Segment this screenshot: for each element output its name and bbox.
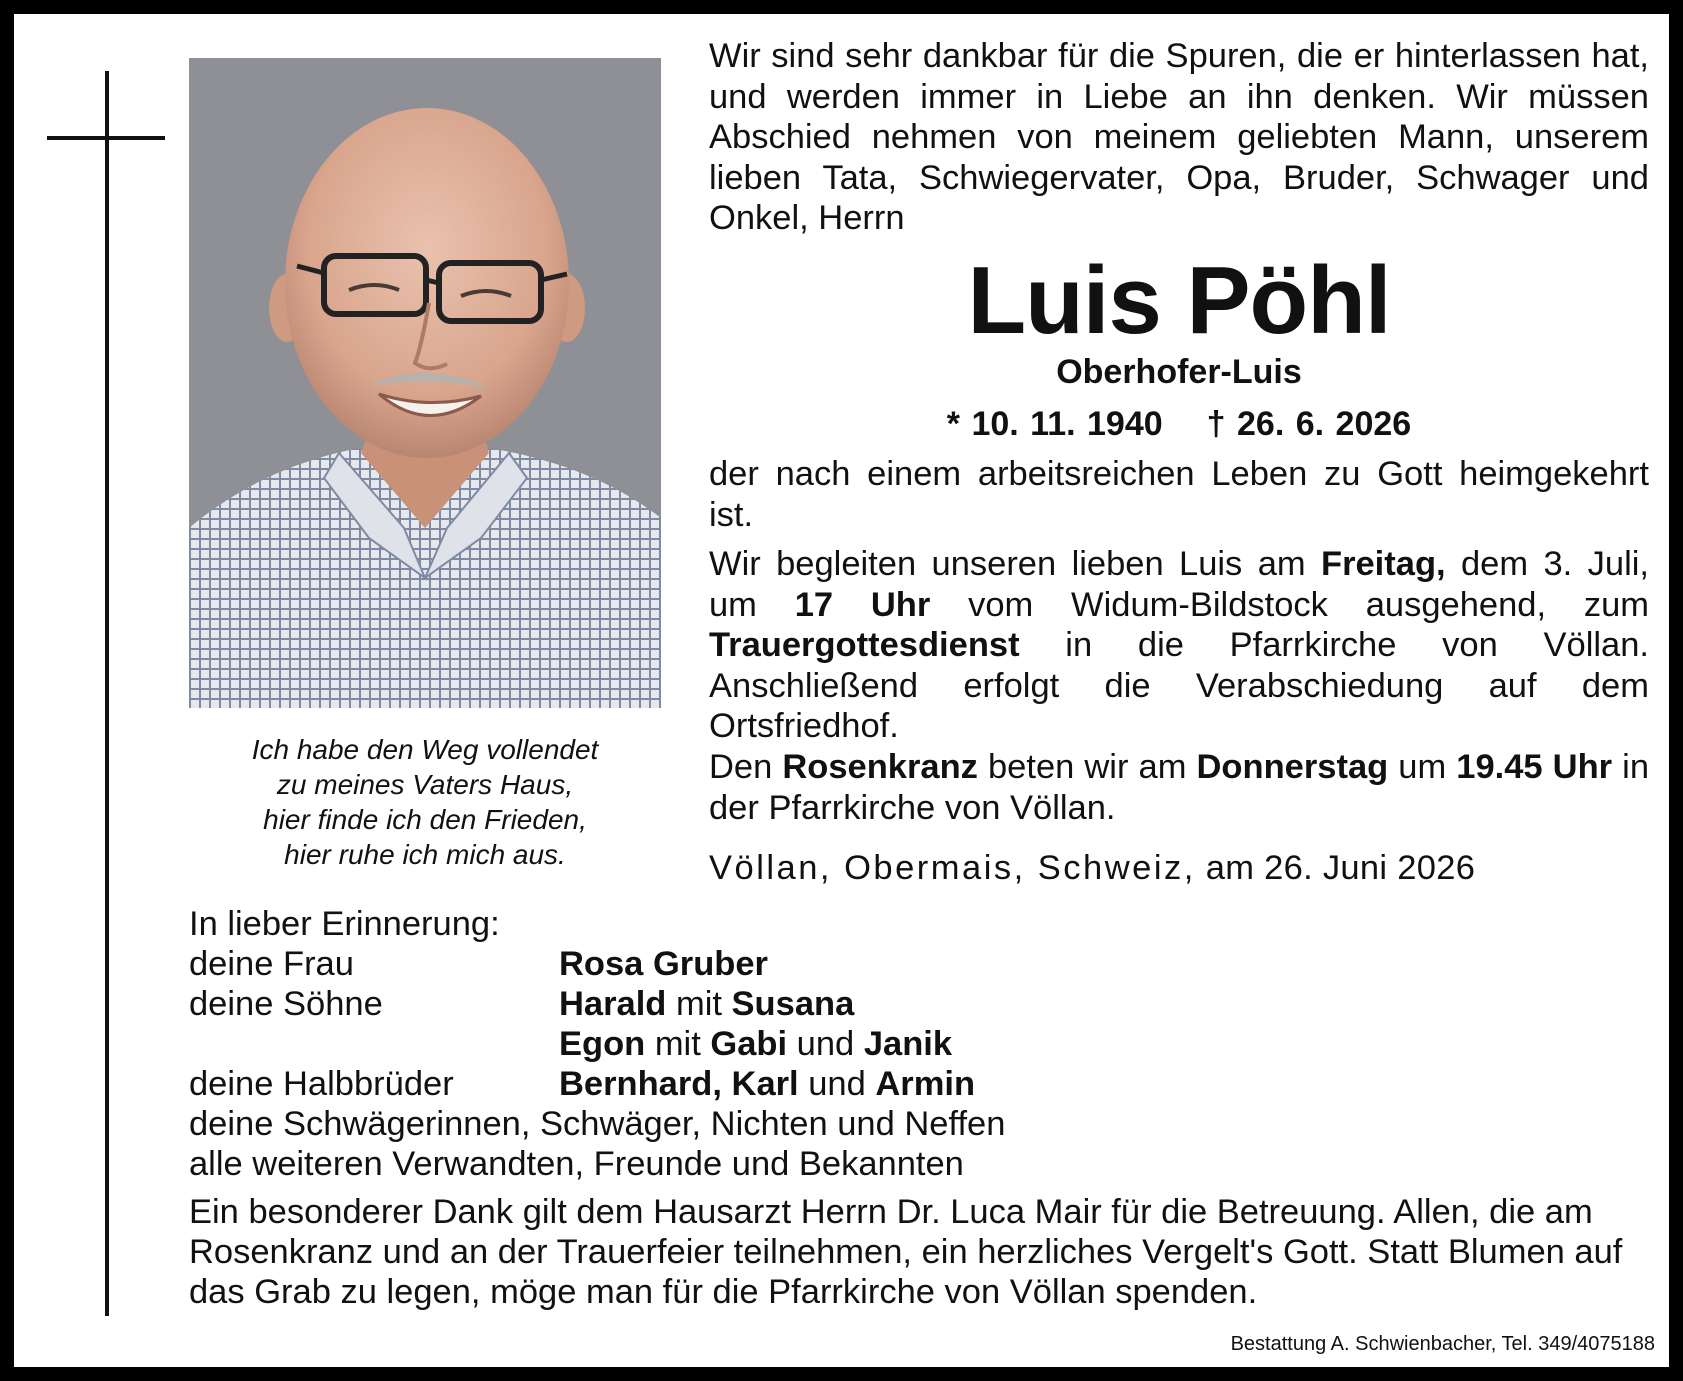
relation-label: deine Frau (189, 945, 354, 983)
obituary-notice (14, 14, 1669, 1367)
family-others: alle weiteren Verwandten, Freunde und Bekannten (189, 1145, 964, 1183)
rosary-label: Rosenkranz (782, 748, 978, 786)
funeral-service: Trauergottesdienst (709, 626, 1020, 664)
poem-line: hier finde ich den Frieden, (263, 804, 587, 835)
portrait-photo (189, 58, 661, 708)
relation-label: deine Halbbrüder (189, 1065, 454, 1103)
rosary-text (709, 747, 1649, 828)
funeral-text (709, 544, 1649, 747)
poem (189, 732, 661, 872)
life-dates (709, 404, 1649, 444)
deceased-nickname: Oberhofer-Luis (1056, 353, 1302, 391)
family-inlaws: deine Schwägerinnen, Schwäger, Nichten und Neffen (189, 1105, 1006, 1143)
rosary-time: 19.45 Uhr (1456, 748, 1613, 786)
member-name: Janik (863, 1025, 953, 1063)
member-name: Susana (731, 985, 855, 1023)
member-name: Bernhard, Karl (559, 1065, 799, 1103)
text-segment: Wir begleiten unseren lieben Luis am (709, 545, 1321, 583)
family-members (559, 1064, 975, 1104)
rosary-day: Donnerstag (1196, 748, 1389, 786)
poem-line: Ich habe den Weg vollendet (251, 734, 599, 765)
family-list (189, 944, 1005, 1184)
intro-text: Wir sind sehr dankbar für die Spuren, die er hinterlassen hat, und werden immer in Liebe an ihn denken. Wir müssen Abschied nehmen von meinem geliebten Mann, unserem lieben Tata, Schwiegervater, Opa, Bruder, Schwager und Onkel, Herrn (709, 37, 1649, 237)
text-segment: Den (709, 748, 783, 786)
member-name: Rosa Gruber (559, 945, 768, 983)
family-row (189, 1064, 1005, 1104)
birth-date: * 10. 11. 1940 (946, 405, 1163, 443)
text-segment: mit (645, 1025, 711, 1063)
text-segment: dem 3. Juli, um (709, 545, 1649, 624)
place-date (709, 848, 1649, 889)
poem-line: hier ruhe ich mich aus. (284, 839, 566, 870)
text-segment: und (787, 1025, 864, 1063)
member-name: Harald (559, 985, 667, 1023)
family-members (559, 1024, 952, 1064)
memory-label: In lieber Erinnerung: (189, 905, 500, 943)
notice-date: am 26. Juni 2026 (1195, 849, 1476, 887)
text-segment: um (1388, 748, 1457, 786)
places: Völlan, Obermais, Schweiz, (709, 849, 1196, 887)
cross-icon-vertical (105, 71, 109, 1316)
after-text: der nach einem arbeitsreichen Leben zu Gott heimgekehrt ist. (709, 455, 1649, 534)
deceased-name: Luis Pöhl (967, 247, 1391, 354)
funeral-day: Freitag, (1321, 545, 1446, 583)
death-date: † 26. 6. 2026 (1206, 405, 1412, 443)
member-name: Armin (875, 1065, 976, 1103)
family-members (559, 984, 854, 1024)
undertaker-info: Bestattung A. Schwienbacher, Tel. 349/4075188 (1230, 1333, 1655, 1355)
text-segment: beten wir am (977, 748, 1197, 786)
funeral-time: 17 Uhr (794, 585, 931, 624)
poem-line: zu meines Vaters Haus, (276, 769, 574, 800)
family-row (189, 984, 1005, 1024)
text-segment: mit (666, 985, 732, 1023)
text-segment: in der Pfarrkirche von Völlan. (709, 748, 1650, 827)
relation-label (189, 1024, 559, 1064)
family-row (189, 1024, 1005, 1064)
thanks-text: Ein besonderer Dank gilt dem Hausarzt Herrn Dr. Luca Mair für die Betreuung. Allen, die am Rosenkranz und an der Trauerfeier teilnehmen, ein herzliches Vergelt's Gott. Statt Blumen auf das Grab zu legen, möge man für die Pfarrkirche von Völlan spenden. (189, 1193, 1623, 1311)
relation-label: deine Söhne (189, 985, 383, 1023)
member-name: Gabi (710, 1025, 788, 1063)
member-name: Egon (559, 1025, 646, 1063)
cross-icon-horizontal (47, 136, 165, 140)
family-row (189, 944, 1005, 984)
text-segment: vom Widum-Bildstock ausgehend, zum (930, 585, 1650, 624)
text-segment: in die Pfarrkirche von Völlan. Anschließend erfolgt die Verabschiedung auf dem Ortsfriedhof. (709, 626, 1649, 745)
text-segment: und (798, 1065, 876, 1103)
family-members (559, 944, 768, 984)
